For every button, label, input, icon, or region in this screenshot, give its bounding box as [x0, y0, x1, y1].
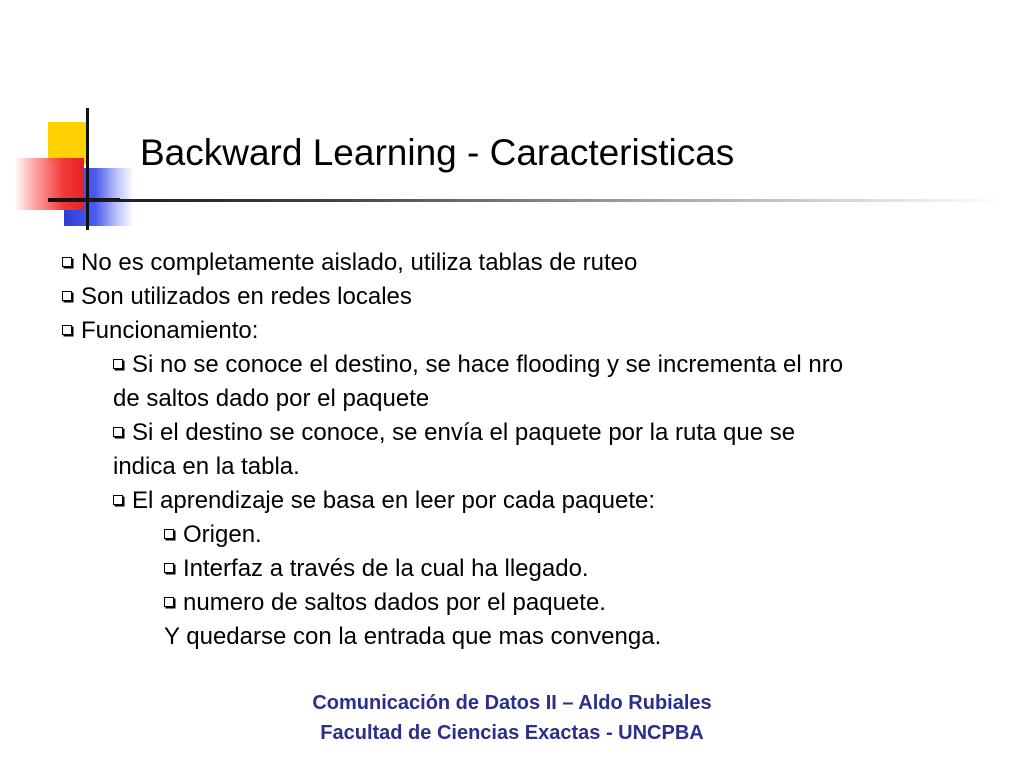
sub-sub-bullet-item [164, 586, 606, 620]
bullet-text: Origen. [183, 521, 262, 548]
red-square [14, 158, 84, 210]
square-bullet-icon [62, 291, 72, 301]
bullet-item [62, 280, 412, 314]
bullet-text: numero de saltos dados por el paquete. [183, 589, 606, 616]
bullet-text: Interfaz a través de la cual ha llegado. [183, 555, 589, 582]
square-bullet-icon [62, 257, 72, 267]
colored-squares-logo-icon [0, 100, 150, 230]
square-bullet-icon [62, 325, 72, 335]
sub-bullet-item [113, 484, 655, 518]
sub-bullet-item [113, 416, 795, 450]
square-bullet-icon [164, 529, 174, 539]
square-bullet-icon [113, 427, 123, 437]
sub-bullet-continuation: indica en la tabla. [113, 453, 300, 480]
footer-institution: Facultad de Ciencias Exactas - UNCPBA [320, 722, 704, 744]
sub-sub-bullet-item [164, 552, 589, 586]
sub-sub-bullet-item [164, 518, 262, 552]
bullet-text: El aprendizaje se basa en leer por cada paquete: [132, 487, 656, 514]
bullet-text: Si el destino se conoce, se envía el paquete por la ruta que se [132, 419, 796, 446]
slide-footer [0, 688, 1024, 748]
bullet-text: Funcionamiento: [81, 317, 259, 344]
footer-course: Comunicación de Datos II – Aldo Rubiales [312, 692, 712, 714]
slide-title: Backward Learning - Caracteristicas [140, 132, 735, 173]
square-bullet-icon [113, 495, 123, 505]
square-bullet-icon [164, 563, 174, 573]
bullet-item [62, 246, 637, 280]
logo-vertical-line [86, 108, 89, 230]
bullet-item [62, 314, 258, 348]
title-divider [48, 199, 1008, 202]
sub-bullet-item [113, 348, 843, 382]
bullet-text: No es completamente aislado, utiliza tablas de ruteo [81, 249, 638, 276]
square-bullet-icon [113, 359, 123, 369]
bullet-text: Si no se conoce el destino, se hace flooding y se incrementa el nro [132, 351, 844, 378]
bullet-text: Son utilizados en redes locales [81, 283, 412, 310]
conclusion-text: Y quedarse con la entrada que mas convenga. [164, 623, 662, 650]
sub-bullet-continuation: de saltos dado por el paquete [113, 385, 430, 412]
square-bullet-icon [164, 597, 174, 607]
